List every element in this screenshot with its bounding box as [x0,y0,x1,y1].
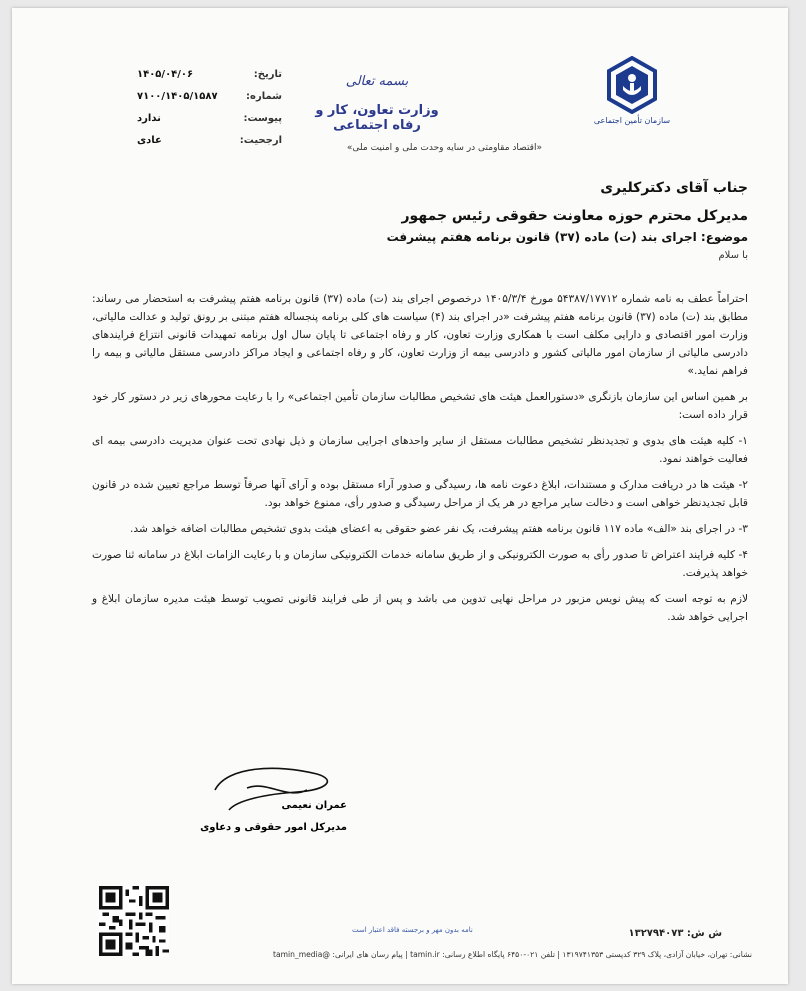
signatory-title: مدیرکل امور حقوقی و دعاوی [200,822,347,833]
validity-note: نامه بدون مهر و برجسته فاقد اعتبار است [352,926,473,934]
addressee-title: مدیرکل محترم حوزه معاونت حقوقی رئیس جمهور [401,208,748,224]
body-paragraph: بر همین اساس این سازمان بازنگری «دستورالعمل هیئت های تشخیص مطالبات سازمان تأمین اجتماعی» را با رعایت محورهای زیر در دستور کار خود قرار داده است: [92,391,748,421]
letter-meta [137,63,282,151]
meta-priority-label: ارجحیت: [239,134,282,146]
addressee-block [108,180,748,261]
logo-caption: سازمان تأمین اجتماعی [593,116,671,125]
meta-attachment-label: پیوست: [243,112,282,124]
meta-row-attachment [137,107,282,129]
signatory-name: عمران نعیمی [281,800,347,811]
meta-attachment-value: ندارد [137,112,161,124]
handwritten-signature-icon [207,760,347,820]
tamin-logo-icon [603,56,661,114]
organization-logo [582,56,682,125]
body-paragraph: ۲- هیئت ها در دریافت مدارک و مستندات، ابلاغ دعوت نامه ها، رسیدگی و صدور آراء مستقل بوده و آرای آنها صرفاً توسط مراجع تعیین شده در قانون قابل تجدیدنظر خواهی است و دخالت سایر مراجع در هر یک از مراحل رسیدگی و صدور رأی، ممنوع خواهد بود. [92,479,748,509]
body-paragraph: لازم به توجه است که پیش نویس مزبور در مراحل نهایی تدوین می باشد و پس از طی فرایند قانونی تصویب توسط هیئت مدیره سازمان ابلاغ و اجرایی خواهد شد. [92,593,748,623]
signature-block [200,760,347,850]
qr-code-icon [99,886,169,956]
body-paragraph: ۱- کلیه هیئت های بدوی و تجدیدنظر تشخیص مطالبات مستقل از سایر واحدهای اجرایی سازمان و ذیل نهادی تحت عنوان مدیریت دادرسی بیمه ای فعالیت خواهند نمود. [92,435,748,465]
meta-priority-value: عادی [137,134,162,146]
letter-body [92,290,748,634]
meta-number-label: شماره: [246,90,282,102]
meta-row-number [137,85,282,107]
addressee-name: جناب آقای دکترکلیری [600,180,748,196]
meta-date-value: ۱۴۰۵/۰۴/۰۶ [137,68,194,80]
document-tracking-id: ش ش: ۱۳۲۷۹۴۰۷۳ [628,928,722,939]
slogan-text: «اقتصاد مقاومتی در سایه وحدت ملی و امنیت ملی» [346,143,542,153]
meta-date-label: تاریخ: [253,68,282,80]
greeting: با سلام [718,250,748,261]
meta-number-value: ۷۱۰۰/۱۴۰۵/۱۵۸۷ [137,90,218,102]
ministry-name: وزارت تعاون، کار و رفاه اجتماعی [315,103,439,133]
letter-subject: موضوع: اجرای بند (ت) ماده (۳۷) قانون برنامه هفتم پیشرفت [386,230,748,244]
meta-row-priority [137,129,282,151]
body-paragraph: ۴- کلیه فرایند اعتراض تا صدور رأی به صورت الکترونیکی و از طریق سامانه خدمات الکترونیکی سازمان و با رعایت الزامات ابلاغ در سامانه ثنا صورت خواهد پذیرفت. [92,549,748,579]
body-paragraph: ۳- در اجرای بند «الف» ماده ۱۱۷ قانون برنامه هفتم پیشرفت، یک نفر عضو حقوقی به اعضای هیئت بدوی تشخیص مطالبات اضافه خواهد شد. [130,523,748,535]
bismillah-text: بسمه تعالی [345,74,409,89]
organization-address: نشانی: تهران، خیابان آزادی، پلاک ۳۲۹ کدپستی ۱۳۱۹۷۴۱۳۵۳ | تلفن ۰۲۱-۶۴۵۰ پایگاه اطلاع رسانی: tamin.ir | پیام رسان های ایرانی: @tamin_media [272,950,752,959]
letter-page [12,8,788,984]
meta-row-date [137,63,282,85]
letterhead-center [302,74,452,133]
body-paragraph: احتراماً عطف به نامه شماره ۵۴۳۸۷/۱۷۷۱۲ مورخ ۱۴۰۵/۳/۴ درخصوص اجرای بند (ت) ماده (۳۷) قانون برنامه هفتم پیشرفت به استحضار می رساند: مطابق بند (ت) ماده (۳۷) قانون برنامه هفتم پیشرفت «در اجرای بند (۴) سیاست های کلی برنامه پنجساله هفتم مبتنی بر رونق تولید و عدالت مالیاتی، وزارت امور اقتصادی و دارایی مکلف است با همکاری وزارت تعاون، کار و رفاه اجتماعی تا پایان سال اول برنامه تمهیدات قانونی انتزاع فرایندهای دادرسی مالیاتی از سازمان امور مالیاتی کشور و دادرسی بیمه از وزارت تعاون، کار و رفاه اجتماعی و ایجاد مراکز دادرسی مستقل مالیاتی و بیمه را فراهم نماید.» [92,293,748,377]
